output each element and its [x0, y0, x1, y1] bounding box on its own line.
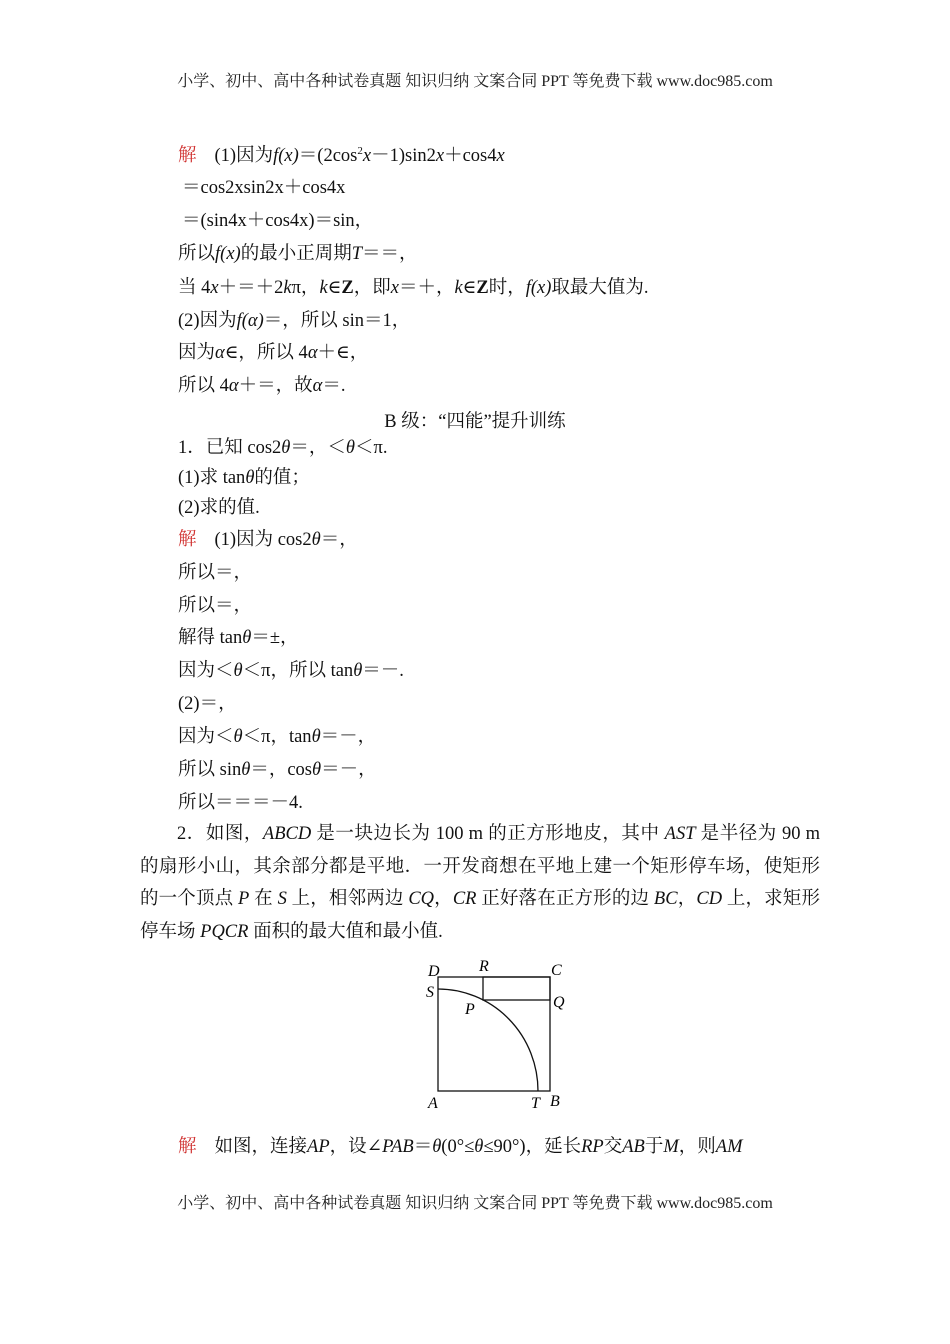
solution-mark: 解	[178, 1137, 197, 1157]
page-footer: 小学、初中、高中各种试卷真题 知识归纳 文案合同 PPT 等免费下载 www.doc985.com	[177, 1195, 773, 1212]
label-b: B	[550, 1093, 560, 1110]
sector-arc	[438, 989, 538, 1091]
q1-part-1: (1)求 tanθ的值；	[178, 468, 310, 488]
q1-solution-2: 所以＝，	[178, 563, 253, 583]
solution-line-4: 所以f(x)的最小正周期T＝＝，	[178, 244, 418, 264]
solution-line-2: ＝cos2xsin2x＋cos4x	[182, 178, 346, 198]
label-d: D	[428, 963, 440, 980]
q2-stem: 2．如图，ABCD 是一块边长为 100 m 的正方形地皮，其中 AST 是半径为 90 m 的扇形小山，其余部分都是平地．一开发商想在平地上建一个矩形停车场，使矩形的一个顶点 P 在 S 上，相邻两边 CQ，CR 正好落在正方形的边 BC，CD 上，求矩形停车场 PQCR 面积的最大值和最小值.	[140, 824, 820, 942]
solution-line-1: 解 (1)因为$f(x)=(2\cos^2x-1)\sin 2x+\cos 4x$	[178, 145, 505, 166]
q1-solution-6: (2)＝，	[178, 694, 237, 714]
label-c: C	[551, 962, 562, 979]
label-s: S	[426, 984, 434, 1001]
q1-solution-8: 所以 sinθ＝，cosθ＝－，	[178, 760, 377, 780]
q2-solution-1: 解 如图，连接AP，设∠PAB＝θ(0°≤θ≤90°)，延长RP交AB于M，则AM	[178, 1137, 743, 1157]
q1-solution-3: 所以＝，	[178, 596, 253, 616]
solution-mark: 解	[178, 146, 197, 166]
geometry-figure	[410, 950, 576, 1125]
q1-solution-4: 解得 tanθ＝±，	[178, 628, 299, 648]
figure-svg	[410, 950, 576, 1125]
q1-solution-5: 因为＜θ＜π，所以 tanθ＝－.	[178, 661, 404, 681]
solution-line-5: 当 4x＋＝＋2kπ，k∈Z，即x＝＋，k∈Z时，f(x)取最大值为.	[178, 278, 649, 298]
q1-part-2: (2)求的值.	[178, 498, 260, 518]
square-abcd	[438, 977, 550, 1091]
q1-solution-9: 所以＝＝＝－4.	[178, 793, 303, 813]
rectangle-pqcr	[483, 977, 550, 1000]
solution-mark: 解	[178, 530, 197, 550]
solution-line-3: ＝(sin4x＋cos4x)＝sin，	[182, 211, 374, 231]
page-header: 小学、初中、高中各种试卷真题 知识归纳 文案合同 PPT 等免费下载 www.doc985.com	[177, 73, 773, 90]
label-r: R	[479, 958, 489, 975]
solution-line-6: (2)因为f(α)＝，所以 sin＝1，	[178, 311, 411, 331]
section-title: B 级：“四能”提升训练	[384, 412, 566, 432]
label-t: T	[531, 1095, 540, 1112]
label-p: P	[465, 1001, 475, 1018]
label-q: Q	[553, 994, 565, 1011]
solution-line-8: 所以 4α＋＝，故α＝.	[178, 376, 346, 396]
q1-solution-1: 解 (1)因为 cos2θ＝，	[178, 530, 358, 550]
q1-stem: 1．已知 cos2θ＝，＜θ＜π.	[178, 438, 388, 458]
q1-solution-7: 因为＜θ＜π，tanθ＝－，	[178, 727, 377, 747]
label-a: A	[428, 1095, 438, 1112]
solution-line-7: 因为α∈，所以 4α＋∈，	[178, 343, 369, 363]
